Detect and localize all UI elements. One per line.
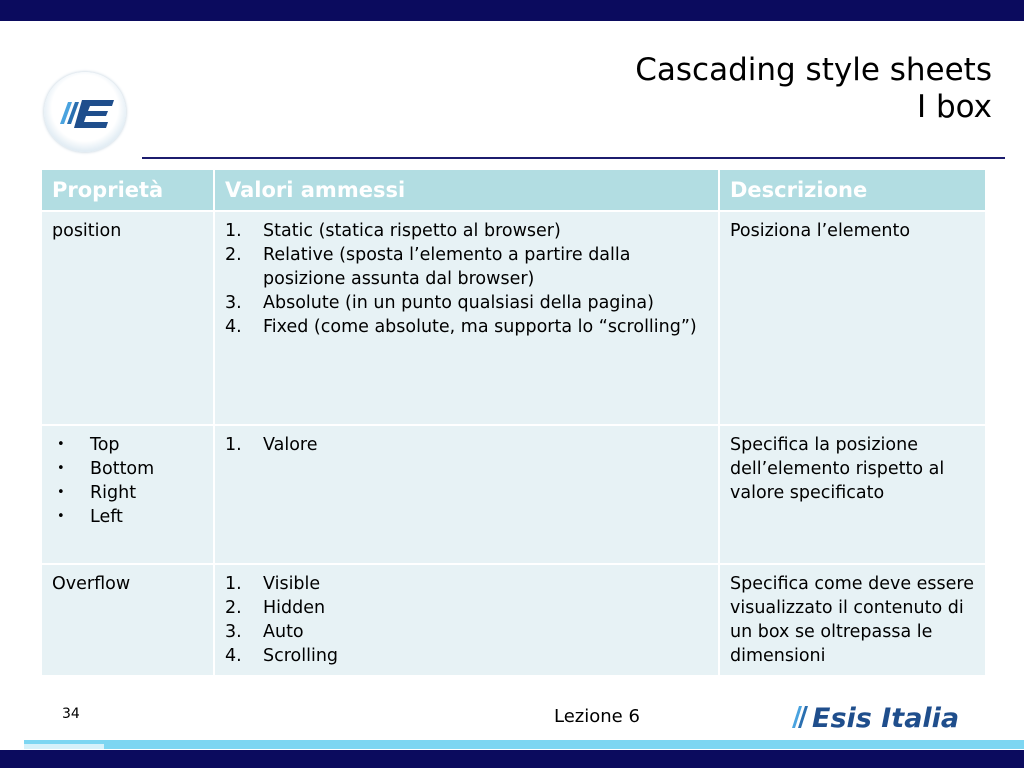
list-item-text: Hidden (263, 598, 326, 618)
table-row (41, 211, 986, 425)
property-cell: position (41, 211, 214, 425)
list-number: 4. (225, 317, 242, 337)
values-cell (214, 425, 719, 564)
list-item-text: Visible (263, 574, 321, 594)
bullet-dot-icon: • (57, 437, 65, 452)
property-cell (41, 425, 214, 564)
description-cell: Posiziona l’elemento (719, 211, 986, 425)
slide-title (635, 52, 992, 126)
description-cell: Specifica come deve essere visualizzato il contenuto di un box se oltrepassa le dimensioni (719, 564, 986, 676)
list-item (52, 433, 203, 457)
list-item-text: Left (90, 507, 123, 527)
property-bullet-list (52, 433, 203, 529)
esis-italia-logo (790, 698, 1010, 734)
values-list (225, 219, 708, 339)
bullet-dot-icon: • (57, 485, 65, 500)
bullet-dot-icon: • (57, 509, 65, 524)
properties-table (40, 168, 987, 677)
list-item (225, 243, 708, 291)
values-cell (214, 564, 719, 676)
list-item-text: Static (statica rispetto al browser) (263, 221, 561, 241)
list-item-text: Valore (263, 435, 318, 455)
lesson-label: Lezione 6 (554, 706, 640, 727)
table-header-row (41, 169, 986, 211)
brand-wordmark: Esis Italia (812, 703, 960, 734)
list-number: 2. (225, 245, 242, 265)
list-item-text: Scrolling (263, 646, 339, 666)
table-row (41, 564, 986, 676)
list-item-text: Top (90, 435, 120, 455)
bottom-navy-bar (0, 750, 1024, 768)
list-number: 4. (225, 646, 242, 666)
list-item (225, 644, 708, 668)
bullet-dot-icon: • (57, 461, 65, 476)
table-row (41, 425, 986, 564)
list-item (225, 596, 708, 620)
list-item (225, 315, 708, 339)
list-item-text: Bottom (90, 459, 155, 479)
list-item (52, 505, 203, 529)
top-navy-bar (0, 0, 1024, 21)
property-cell: Overflow (41, 564, 214, 676)
description-cell: Specifica la posizione dell’elemento rispetto al valore specificato (719, 425, 986, 564)
slide-title-line1: Cascading style sheets (635, 52, 992, 88)
values-cell (214, 211, 719, 425)
title-divider (142, 157, 1005, 159)
list-number: 3. (225, 622, 242, 642)
page-number: 34 (62, 706, 80, 722)
list-item (225, 219, 708, 243)
header-values: Valori ammessi (214, 169, 719, 211)
header-description: Descrizione (719, 169, 986, 211)
list-number: 2. (225, 598, 242, 618)
list-item-text: Right (90, 483, 137, 503)
list-number: 1. (225, 574, 242, 594)
list-item (52, 481, 203, 505)
slide-title-line2: I box (916, 89, 992, 125)
list-item (225, 433, 708, 457)
list-item-text: Absolute (in un punto qualsiasi della pagina) (263, 293, 654, 313)
list-item (225, 572, 708, 596)
list-item (52, 457, 203, 481)
we-logo-mark (58, 96, 118, 130)
list-number: 3. (225, 293, 242, 313)
list-item-text: Auto (263, 622, 304, 642)
list-number: 1. (225, 221, 242, 241)
bottom-accent-tab (24, 744, 104, 749)
list-item (225, 291, 708, 315)
list-number: 1. (225, 435, 242, 455)
bottom-accent-bar (24, 740, 1024, 749)
list-item-text: Fixed (come absolute, ma supporta lo “scrolling”) (263, 317, 697, 337)
values-list (225, 572, 708, 668)
list-item-text: Relative (sposta l’elemento a partire dalla posizione assunta dal browser) (263, 245, 631, 289)
values-list (225, 433, 708, 457)
header-property: Proprietà (41, 169, 214, 211)
list-item (225, 620, 708, 644)
